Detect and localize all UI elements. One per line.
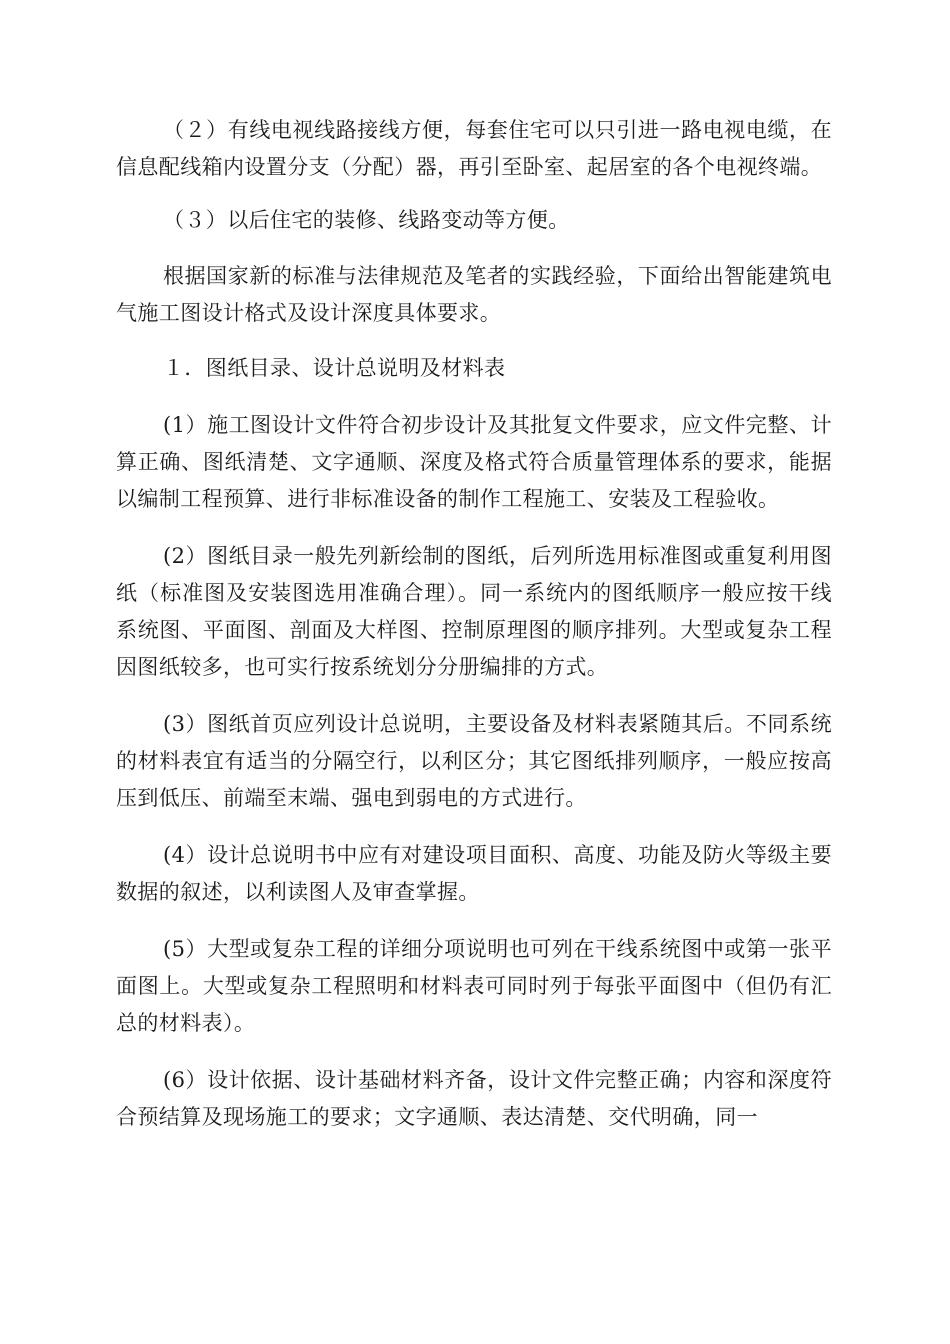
paragraph-item-5: (5）大型或复杂工程的详细分项说明也可列在干线系统图中或第一张平面图上。大型或复杂工程照明和材料表可同时列于每张平面图中（但仍有汇总的材料表）。 [116, 937, 832, 1035]
paragraph-item-3: (3）图纸首页应列设计总说明，主要设备及材料表紧随其后。不同系统的材料表宜有适当的分隔空行，以利区分；其它图纸排列顺序，一般应按高压到低压、前端至末端、强电到弱电的方式进行。 [116, 712, 832, 810]
document-body [116, 112, 832, 1156]
paragraph-item-1: (1）施工图设计文件符合初步设计及其批复文件要求，应文件完整、计算正确、图纸清楚、文字通顺、深度及格式符合质量管理体系的要求，能据以编制工程预算、进行非标准设备的制作工程施工、安装及工程验收。 [116, 413, 832, 511]
paragraph-renovation: （３）以后住宅的装修、线路变动等方便。 [163, 208, 570, 232]
paragraph-item-2: (2）图纸目录一般先列新绘制的图纸，后列所选用标准图或重复利用图纸（标准图及安装图选用准确合理）。同一系统内的图纸顺序一般应按干线系统图、平面图、剖面及大样图、控制原理图的顺序排列。大型或复杂工程因图纸较多，也可实行按系统划分分册编排的方式。 [116, 544, 832, 679]
paragraph-intro: 根据国家新的标准与法律规范及笔者的实践经验，下面给出智能建筑电气施工图设计格式及设计深度具体要求。 [116, 264, 832, 325]
paragraph-item-6: (6）设计依据、设计基础材料齐备，设计文件完整正确；内容和深度符合预结算及现场施工的要求；文字通顺、表达清楚、交代明确，同一 [116, 1068, 832, 1129]
paragraph-cable-tv: （２）有线电视线路接线方便，每套住宅可以只引进一路电视电缆，在信息配线箱内设置分支（分配）器，再引至卧室、起居室的各个电视终端。 [116, 118, 832, 179]
section-heading: １．图纸目录、设计总说明及材料表 [163, 356, 506, 380]
paragraph-item-4: (4）设计总说明书中应有对建设项目面积、高度、功能及防火等级主要数据的叙述，以利读图人及审查掌握。 [116, 843, 832, 904]
